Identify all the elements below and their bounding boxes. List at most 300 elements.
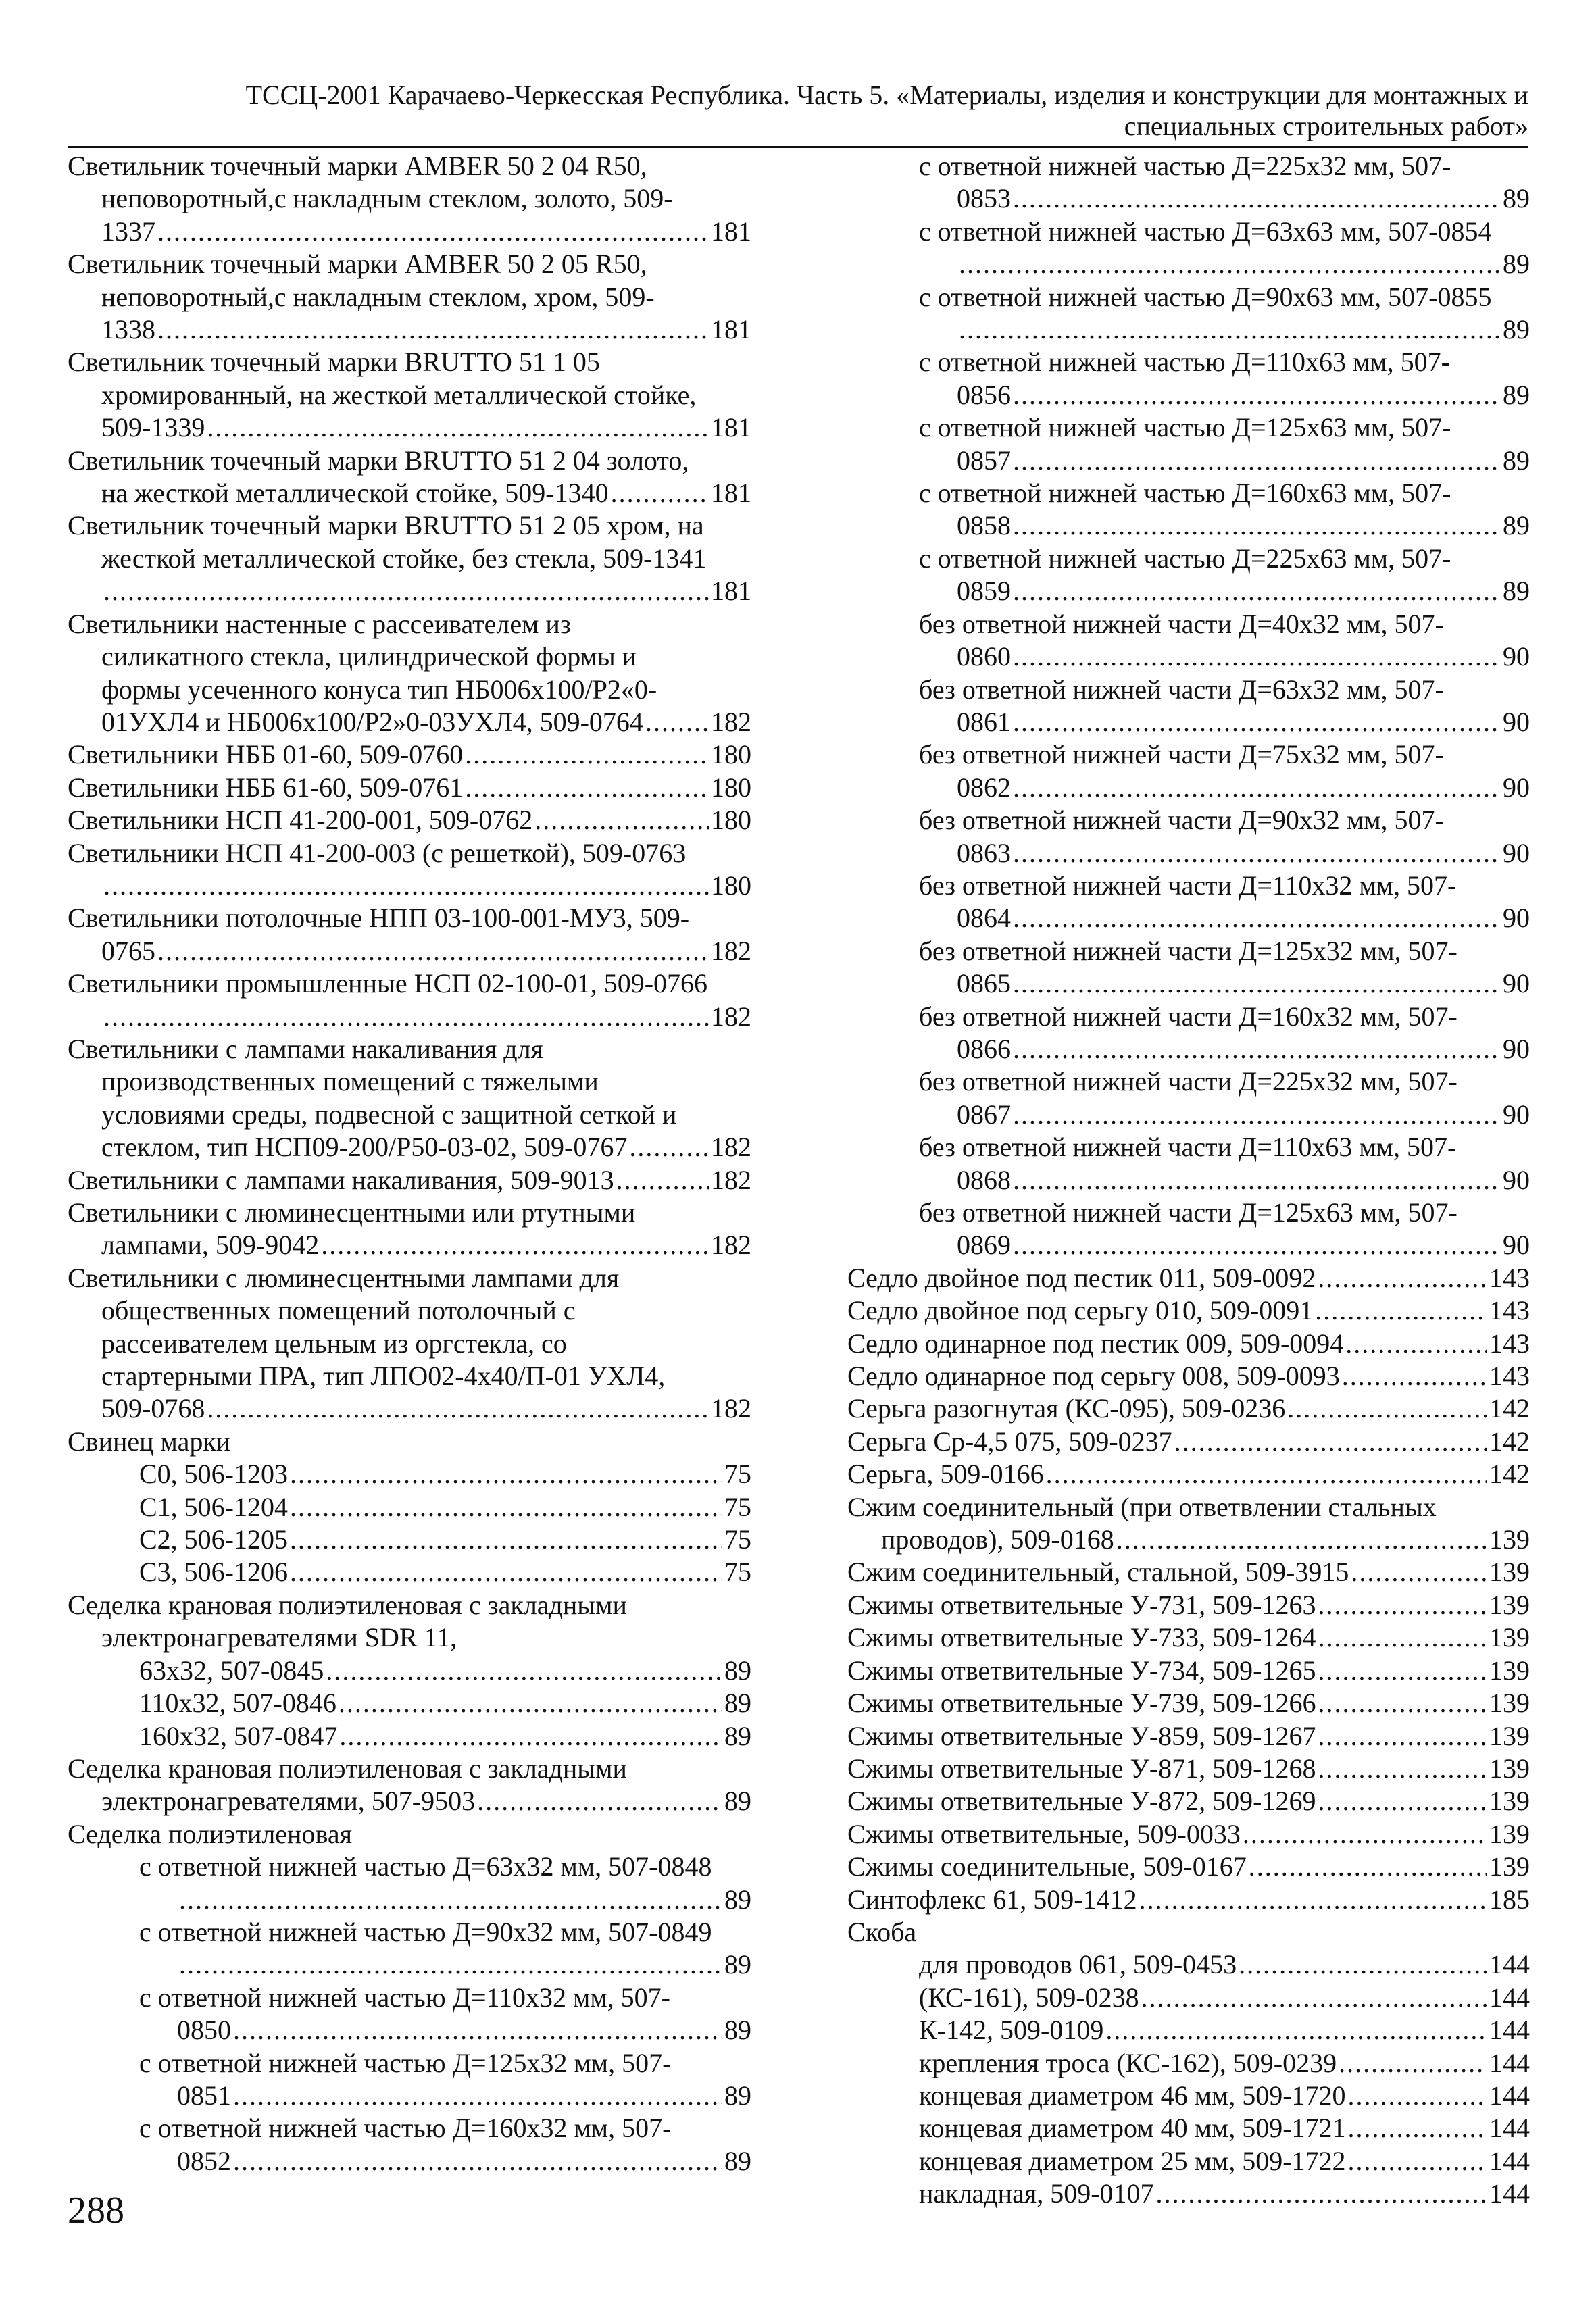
entry-line: Светильники потолочные НПП 03-100-001-МУ3, 509- — [68, 903, 690, 934]
entry-line: Светильники промышленные НСП 02-100-01, 509-0766 — [68, 968, 708, 999]
index-entry — [847, 1131, 1530, 1197]
entry-leader-line — [847, 1524, 1530, 1556]
entry-line: без ответной нижней части Д=63х32 мм, 507- — [919, 674, 1444, 705]
dot-leader — [1243, 1818, 1487, 1851]
entry-page-number: 90 — [1503, 968, 1530, 999]
entry-page-number: 182 — [711, 1164, 751, 1195]
entry-page-number: 90 — [1503, 641, 1530, 672]
entry-line: с ответной нижней частью Д=160х63 мм, 507- — [919, 478, 1451, 509]
index-entry — [847, 1458, 1530, 1490]
entry-leader-line — [847, 1164, 1530, 1197]
entry-line: общественных помещений потолочный с — [101, 1295, 576, 1326]
index-entry — [68, 2047, 751, 2113]
entry-line: электронагревателями SDR 11, — [101, 1622, 457, 1653]
entry-text: 63х32, 507-0845 — [139, 1655, 324, 1686]
dot-leader — [339, 1720, 722, 1753]
dot-leader — [1348, 2145, 1487, 2178]
entry-text: на жесткой металлической стойке, 509-1340 — [101, 478, 609, 509]
index-entry — [847, 1360, 1530, 1392]
dot-leader — [1318, 1262, 1487, 1294]
entry-text: 0869 — [957, 1230, 1011, 1261]
dot-leader — [1156, 2178, 1487, 2210]
entry-text: 0868 — [957, 1164, 1011, 1195]
entry-leader-line — [847, 1360, 1530, 1392]
entry-line: Скоба — [847, 1916, 917, 1947]
entry-page-number: 143 — [1489, 1295, 1530, 1326]
entry-leader-line — [68, 772, 751, 804]
index-entry — [68, 248, 751, 346]
dot-leader — [1013, 837, 1501, 870]
index-entry — [847, 2145, 1530, 2178]
entry-page-number: 185 — [1489, 1884, 1530, 1915]
entry-leader-line — [847, 2080, 1530, 2112]
entry-line: неповоротный,с накладным стеклом, золото, 509- — [101, 183, 673, 214]
dot-leader — [233, 2014, 722, 2046]
dot-leader — [1348, 2112, 1487, 2144]
index-entry — [847, 1948, 1530, 1981]
entry-line: рассеивателем цельным из оргстекла, со — [101, 1328, 567, 1359]
entry-page-number: 75 — [724, 1524, 751, 1555]
entry-line: жесткой металлической стойке, без стекла, 509-1341 — [101, 543, 707, 574]
dot-leader — [179, 1884, 722, 1916]
index-entry — [847, 281, 1530, 347]
index-column-left — [68, 150, 751, 2178]
index-entry — [847, 1262, 1530, 1294]
entry-line: без ответной нижней части Д=225х32 мм, 507- — [919, 1066, 1457, 1097]
index-entry — [68, 1818, 751, 1851]
entry-leader-line — [68, 1785, 751, 1817]
entry-page-number: 180 — [711, 772, 751, 803]
entry-leader-line — [68, 411, 751, 444]
entry-line: без ответной нижней части Д=75х32 мм, 507- — [919, 739, 1444, 770]
entry-leader-line — [847, 379, 1530, 411]
entry-page-number: 89 — [1503, 510, 1530, 541]
dot-leader — [179, 1948, 722, 1981]
entry-page-number: 142 — [1489, 1426, 1530, 1457]
entry-leader-line — [847, 182, 1530, 215]
dot-leader — [1139, 1884, 1487, 1916]
entry-page-number: 144 — [1489, 2015, 1530, 2046]
entry-leader-line — [847, 1982, 1530, 2014]
entry-page-number: 89 — [724, 2145, 751, 2176]
dot-leader — [1348, 2080, 1487, 2112]
dot-leader — [103, 1001, 709, 1033]
entry-line: Светильник точечный марки AMBER 50 2 05 R50, — [68, 249, 647, 280]
entry-page-number: 143 — [1489, 1328, 1530, 1359]
entry-line: стартерными ПРА, тип ЛПО02-4х40/П-01 УХЛ4, — [101, 1361, 666, 1392]
index-entry — [847, 1982, 1530, 2014]
entry-page-number: 89 — [724, 1655, 751, 1686]
dot-leader — [1339, 2047, 1487, 2080]
index-entry — [68, 1197, 751, 1262]
dot-leader — [233, 2145, 722, 2178]
entry-text: накладная, 509-0107 — [919, 2178, 1154, 2209]
index-entry — [847, 1851, 1530, 1883]
entry-leader-line — [68, 1556, 751, 1588]
entry-text: концевая диаметром 25 мм, 509-1722 — [919, 2145, 1346, 2176]
entry-text: Сжимы ответвительные У-733, 509-1264 — [847, 1622, 1316, 1653]
entry-page-number: 182 — [711, 935, 751, 966]
entry-line: с ответной нижней частью Д=63х63 мм, 507-0854 — [919, 216, 1492, 247]
entry-page-number: 181 — [711, 412, 751, 443]
entry-page-number: 90 — [1503, 706, 1530, 737]
entry-leader-line — [68, 313, 751, 346]
entry-line: Светильник точечный марки BRUTTO 51 2 05 хром, на — [68, 510, 704, 541]
entry-leader-line — [847, 1851, 1530, 1883]
entry-page-number: 181 — [711, 576, 751, 607]
index-entry — [847, 1065, 1530, 1131]
dot-leader — [1351, 1556, 1487, 1588]
index-entry — [847, 1785, 1530, 1817]
dot-leader — [629, 1131, 709, 1163]
entry-leader-line — [847, 640, 1530, 673]
dot-leader — [1318, 1720, 1487, 1753]
entry-text: 0859 — [957, 576, 1011, 607]
dot-leader — [1013, 902, 1501, 934]
dot-leader — [1116, 1524, 1487, 1556]
entry-page-number: 90 — [1503, 1099, 1530, 1130]
dot-leader — [1013, 640, 1501, 673]
entry-text: 0858 — [957, 510, 1011, 541]
index-entry — [68, 1982, 751, 2047]
index-entry — [68, 1164, 751, 1197]
index-entry — [847, 543, 1530, 608]
entry-leader-line — [847, 1033, 1530, 1065]
entry-text: для проводов 061, 509-0453 — [919, 1949, 1237, 1980]
entry-text: 0864 — [957, 903, 1011, 934]
entry-text: Седло одинарное под пестик 009, 509-0094 — [847, 1328, 1344, 1359]
dot-leader — [1239, 1948, 1487, 1981]
entry-line: с ответной нижней частью Д=160х32 мм, 507- — [139, 2113, 672, 2144]
entry-leader-line — [68, 870, 751, 902]
index-entry — [68, 1589, 751, 1655]
entry-leader-line — [68, 1001, 751, 1033]
entry-text: 0861 — [957, 706, 1011, 737]
header-line-2: специальных строительных работ» — [1124, 111, 1528, 141]
entry-page-number: 139 — [1489, 1688, 1530, 1719]
entry-leader-line — [68, 1229, 751, 1261]
entry-text: 1338 — [101, 314, 155, 345]
index-entry — [68, 346, 751, 444]
index-entry — [68, 967, 751, 1033]
dot-leader — [465, 772, 709, 804]
index-entry — [68, 772, 751, 804]
entry-page-number: 89 — [1503, 249, 1530, 280]
index-entry — [68, 1556, 751, 1588]
index-entry — [68, 2112, 751, 2178]
entry-page-number: 89 — [724, 1688, 751, 1719]
entry-leader-line — [847, 2178, 1530, 2210]
entry-page-number: 182 — [711, 706, 751, 737]
entry-text: Сжимы ответвительные У-731, 509-1263 — [847, 1589, 1316, 1620]
dot-leader — [1013, 379, 1501, 411]
entry-leader-line — [68, 706, 751, 738]
entry-text: Светильники с лампами накаливания, 509-9013 — [68, 1164, 614, 1195]
entry-line: Светильники с люминесцентными лампами для — [68, 1262, 620, 1293]
entry-page-number: 89 — [724, 2015, 751, 2046]
dot-leader — [103, 575, 709, 607]
index-entry — [68, 738, 751, 771]
entry-page-number: 90 — [1503, 1033, 1530, 1064]
entry-page-number: 139 — [1489, 1524, 1530, 1555]
index-entry — [68, 509, 751, 607]
dot-leader — [157, 935, 709, 967]
entry-leader-line — [68, 2014, 751, 2046]
entry-line: хромированный, на жесткой металлической стойке, — [101, 379, 697, 410]
dot-leader — [290, 1524, 722, 1556]
entry-page-number: 144 — [1489, 2113, 1530, 2144]
entry-page-number: 139 — [1489, 1753, 1530, 1784]
index-entry — [68, 608, 751, 739]
dot-leader — [1249, 1851, 1487, 1883]
entry-page-number: 180 — [711, 805, 751, 836]
entry-line: Седелка крановая полиэтиленовая с закладными — [68, 1753, 627, 1784]
entry-page-number: 143 — [1489, 1361, 1530, 1392]
index-column-right — [847, 150, 1530, 2211]
entry-page-number: 144 — [1489, 2047, 1530, 2078]
dot-leader — [326, 1655, 722, 1687]
entry-text: стеклом, тип НСП09-200/Р50-03-02, 509-0767 — [101, 1132, 628, 1163]
dot-leader — [339, 1687, 722, 1719]
entry-page-number: 182 — [711, 1230, 751, 1261]
index-entry — [847, 1655, 1530, 1687]
dot-leader — [1318, 1589, 1487, 1621]
entry-line: без ответной нижней части Д=110х32 мм, 507- — [919, 870, 1457, 901]
entry-text: электронагревателями, 507-9503 — [101, 1786, 476, 1817]
entry-line: неповоротный,с накладным стеклом, хром, 509- — [101, 281, 655, 312]
entry-page-number: 180 — [711, 870, 751, 901]
entry-page-number: 182 — [711, 1001, 751, 1032]
index-entry — [847, 1294, 1530, 1327]
entry-page-number: 139 — [1489, 1851, 1530, 1882]
entry-leader-line — [847, 1948, 1530, 1981]
entry-line: без ответной нижней части Д=40х32 мм, 507- — [919, 608, 1444, 639]
entry-leader-line — [847, 1392, 1530, 1425]
entry-leader-line — [68, 804, 751, 836]
entry-line: с ответной нижней частью Д=125х32 мм, 507- — [139, 2047, 672, 2078]
entry-line: без ответной нижней части Д=125х63 мм, 507- — [919, 1197, 1457, 1228]
entry-text: Светильники НББ 61-60, 509-0761 — [68, 772, 464, 803]
entry-leader-line — [68, 1948, 751, 1981]
entry-line: с ответной нижней частью Д=110х32 мм, 507- — [139, 1982, 670, 2013]
dot-leader — [1345, 1328, 1487, 1360]
entry-text: Серьга, 509-0166 — [847, 1459, 1044, 1490]
header-rule — [68, 146, 1528, 148]
dot-leader — [1013, 445, 1501, 477]
running-header — [68, 80, 1528, 142]
entry-page-number: 90 — [1503, 903, 1530, 934]
entry-page-number: 182 — [711, 1132, 751, 1163]
header-line-1: ТССЦ-2001 Карачаево-Черкесская Республика. Часть 5. «Материалы, изделия и конструкции для монтажных и — [245, 80, 1528, 110]
entry-page-number: 139 — [1489, 1622, 1530, 1653]
dot-leader — [1013, 1033, 1501, 1065]
dot-leader — [290, 1556, 722, 1588]
entry-page-number: 139 — [1489, 1720, 1530, 1751]
entry-leader-line — [847, 1785, 1530, 1817]
dot-leader — [1318, 1753, 1487, 1785]
entry-leader-line — [847, 1294, 1530, 1327]
dot-leader — [1013, 1099, 1501, 1131]
index-entry — [68, 1491, 751, 1524]
dot-leader — [1318, 1687, 1487, 1719]
dot-leader — [1013, 706, 1501, 738]
page-number: 288 — [68, 2190, 124, 2232]
dot-leader — [1013, 575, 1501, 607]
entry-line: условиями среды, подвесной с защитной сеткой и — [101, 1099, 677, 1130]
index-entry — [68, 804, 751, 836]
entry-page-number: 181 — [711, 216, 751, 247]
dot-leader — [1318, 1785, 1487, 1817]
entry-leader-line — [847, 1458, 1530, 1490]
entry-page-number: 89 — [724, 1786, 751, 1817]
entry-leader-line — [68, 1392, 751, 1425]
entry-leader-line — [847, 967, 1530, 1000]
entry-line: Светильники НСП 41-200-003 (с решеткой), 509-0763 — [68, 837, 687, 868]
entry-page-number: 144 — [1489, 2145, 1530, 2176]
entry-text: 0851 — [177, 2080, 231, 2111]
index-entry — [847, 935, 1530, 1001]
index-entry — [68, 1720, 751, 1753]
index-entry — [68, 1524, 751, 1556]
dot-leader — [103, 870, 709, 902]
dot-leader — [1013, 967, 1501, 1000]
entry-text: Сжим соединительный, стальной, 509-3915 — [847, 1557, 1349, 1588]
index-entry — [847, 2014, 1530, 2046]
entry-leader-line — [68, 1687, 751, 1719]
dot-leader — [1105, 2014, 1487, 2046]
entry-text: 0866 — [957, 1033, 1011, 1064]
dot-leader — [477, 1785, 722, 1817]
entry-text: 0863 — [957, 837, 1011, 868]
entry-leader-line — [847, 1621, 1530, 1654]
entry-text: 0856 — [957, 379, 1011, 410]
entry-leader-line — [847, 837, 1530, 870]
entry-text: 509-1339 — [101, 412, 205, 443]
entry-line: с ответной нижней частью Д=225х32 мм, 507- — [919, 151, 1451, 181]
dot-leader — [233, 2080, 722, 2112]
index-entry — [68, 1458, 751, 1490]
entry-text: К-142, 509-0109 — [919, 2015, 1104, 2046]
entry-text: Сжимы ответвительные У-859, 509-1267 — [847, 1720, 1316, 1751]
dot-leader — [611, 477, 709, 509]
entry-text: 0850 — [177, 2015, 231, 2046]
entry-line: с ответной нижней частью Д=225х63 мм, 507- — [919, 543, 1451, 574]
entry-leader-line — [847, 1229, 1530, 1261]
entry-page-number: 181 — [711, 478, 751, 509]
dot-leader — [157, 313, 709, 346]
entry-line: Светильник точечный марки BRUTTO 51 1 05 — [68, 347, 600, 378]
entry-page-number: 90 — [1503, 772, 1530, 803]
dot-leader — [534, 804, 709, 836]
index-entry — [847, 1687, 1530, 1719]
dot-leader — [959, 248, 1501, 280]
entry-text: Сжимы ответвительные, 509-0033 — [847, 1818, 1241, 1849]
index-entry — [847, 1589, 1530, 1621]
entry-leader-line — [847, 2047, 1530, 2080]
entry-line: силикатного стекла, цилиндрической формы и — [101, 641, 637, 672]
entry-text: С3, 506-1206 — [139, 1557, 288, 1588]
entry-leader-line — [847, 509, 1530, 542]
entry-text: 0867 — [957, 1099, 1011, 1130]
entry-leader-line — [68, 1164, 751, 1197]
index-entry — [847, 674, 1530, 739]
entry-leader-line — [847, 772, 1530, 804]
entry-leader-line — [847, 1753, 1530, 1785]
entry-leader-line — [68, 1458, 751, 1490]
index-entry — [847, 1392, 1530, 1425]
entry-leader-line — [847, 2145, 1530, 2178]
entry-leader-line — [847, 1687, 1530, 1719]
entry-leader-line — [847, 2112, 1530, 2144]
entry-leader-line — [68, 1884, 751, 1916]
entry-line: с ответной нижней частью Д=63х32 мм, 507-0848 — [139, 1851, 712, 1882]
index-entry — [847, 870, 1530, 935]
entry-leader-line — [847, 248, 1530, 280]
entry-line: без ответной нижней части Д=160х32 мм, 507- — [919, 1001, 1457, 1032]
dot-leader — [1318, 1655, 1487, 1687]
dot-leader — [645, 706, 709, 738]
index-entry — [847, 411, 1530, 477]
entry-page-number: 89 — [1503, 314, 1530, 345]
entry-leader-line — [847, 445, 1530, 477]
index-entry — [68, 1426, 751, 1458]
index-entry — [847, 608, 1530, 674]
entry-page-number: 180 — [711, 739, 751, 770]
entry-leader-line — [847, 1884, 1530, 1916]
dot-leader — [1342, 1360, 1487, 1392]
entry-line: с ответной нижней частью Д=125х63 мм, 507- — [919, 412, 1451, 443]
dot-leader — [321, 1229, 709, 1261]
entry-text: 0860 — [957, 641, 1011, 672]
entry-leader-line — [68, 1491, 751, 1524]
entry-leader-line — [68, 1131, 751, 1163]
index-entry — [847, 2047, 1530, 2080]
entry-page-number: 89 — [724, 1720, 751, 1751]
entry-text: Седло одинарное под серьгу 008, 509-0093 — [847, 1361, 1340, 1392]
index-entry — [847, 738, 1530, 804]
entry-leader-line — [68, 216, 751, 248]
index-entry — [847, 1491, 1530, 1557]
entry-leader-line — [847, 313, 1530, 346]
index-entry — [68, 902, 751, 967]
entry-line: Светильники с люминесцентными или ртутными — [68, 1197, 636, 1228]
entry-text: (КС-161), 509-0238 — [919, 1982, 1139, 2013]
index-entry — [847, 804, 1530, 870]
entry-line: без ответной нижней части Д=90х32 мм, 507- — [919, 805, 1444, 836]
index-entry — [847, 1328, 1530, 1360]
dot-leader — [1141, 1982, 1487, 2014]
entry-page-number: 139 — [1489, 1589, 1530, 1620]
dot-leader — [465, 738, 709, 771]
entry-leader-line — [68, 1655, 751, 1687]
entry-text: крепления троса (КС-162), 509-0239 — [919, 2047, 1337, 2078]
entry-text: 1337 — [101, 216, 155, 247]
entry-page-number: 139 — [1489, 1655, 1530, 1686]
entry-page-number: 75 — [724, 1557, 751, 1588]
dot-leader — [290, 1491, 722, 1524]
entry-line: без ответной нижней части Д=125х32 мм, 507- — [919, 935, 1457, 966]
entry-page-number: 139 — [1489, 1557, 1530, 1588]
dot-leader — [616, 1164, 709, 1197]
dot-leader — [1013, 772, 1501, 804]
entry-page-number: 89 — [724, 1949, 751, 1980]
entry-page-number: 142 — [1489, 1393, 1530, 1424]
entry-page-number: 90 — [1503, 1164, 1530, 1195]
entry-page-number: 89 — [1503, 183, 1530, 214]
entry-page-number: 144 — [1489, 1982, 1530, 2013]
entry-leader-line — [847, 1818, 1530, 1851]
dot-leader — [1318, 1621, 1487, 1654]
